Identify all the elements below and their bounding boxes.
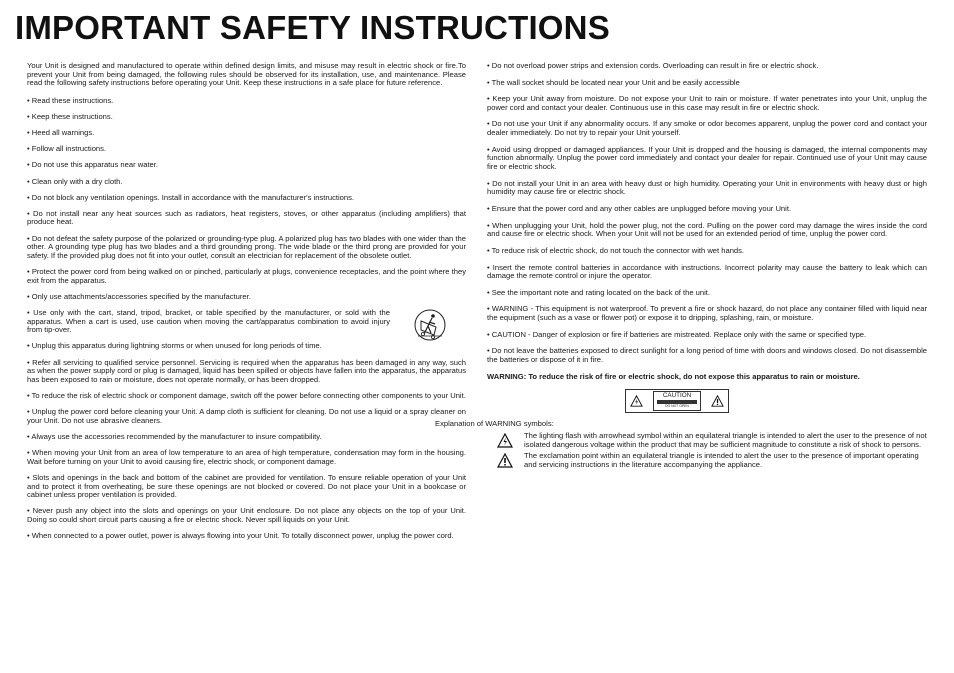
list-item: • WARNING - This equipment is not waterproof. To prevent a fire or shock hazard, do not place any container filled with liquid near the equipment (such as a vase or flower pot) or expose it to dripping, splashing, rain, or moisture. <box>487 304 927 323</box>
caution-heading: CAUTION <box>662 392 692 400</box>
list-item: • To reduce risk of electric shock, do not touch the connector with wet hands. <box>487 245 745 255</box>
caution-small-text: DO NOT OPEN <box>665 404 689 409</box>
page-title: IMPORTANT SAFETY INSTRUCTIONS <box>15 9 610 46</box>
list-item: • Always use the accessories recommended by the manufacturer to insure compatibility. <box>27 431 322 441</box>
explanation-title: Explanation of WARNING symbols: <box>435 419 554 429</box>
symbol-description: The exclamation point within an equilateral triangle is intended to alert the user to the presence of important operating and servicing instructions in the literature accompanying the appliance. <box>524 451 919 470</box>
list-item: • Keep these instructions. <box>27 112 113 122</box>
list-item: • When unplugging your Unit, hold the power plug, not the cord. Pulling on the power cord may damage the wires inside the cord and cause fire or electric shock. When your Unit will not be used for an extended period of time, unplug the power cord. <box>487 220 927 239</box>
list-item: • Clean only with a dry cloth. <box>27 176 123 186</box>
list-item: • Ensure that the power cord and any other cables are unplugged before moving your Unit. <box>487 204 792 214</box>
warning-statement: WARNING: To reduce the risk of fire or electric shock, do not expose this apparatus to rain or moisture. <box>487 371 860 381</box>
list-item: • See the important note and rating located on the back of the unit. <box>487 287 711 297</box>
list-item: • Slots and openings in the back and bottom of the cabinet are provided for ventilation. To ensure reliable operation of your Unit and to protect it from overheating, be sure these openings are not blocked or covered. Do not place your Unit in a bookcase or cabinet unless proper ventilation is provided. <box>27 472 466 500</box>
right-column <box>435 61 927 473</box>
list-item: • When moving your Unit from an area of low temperature to an area of high temperature, condensation may form in the housing. Wait before turning on your Unit to avoid causing fire, electric shock, or component damage. <box>27 448 466 466</box>
list-item: • Do not defeat the safety purpose of the polarized or grounding-type plug. A polarized plug has two blades with one wider than the other. A grounding type plug has two blades and a third grounding prong. The wide blade or the third prong are provided for your safety. If the provided plug does not fit into your outlet, consult an electrician for replacement of the obsolete outlet. <box>27 233 466 260</box>
list-item: • Unplug this apparatus during lightning storms or when unused for long periods of time. <box>27 341 322 351</box>
list-item: • Unplug the power cord before cleaning your Unit. A damp cloth is sufficient for cleaning. Do not use a liquid or a spray cleaner on your Unit. Do not use abrasive cleaners. <box>27 407 466 425</box>
exclamation-triangle-icon <box>497 453 513 468</box>
left-column <box>27 62 466 548</box>
list-item: • Do not leave the batteries exposed to direct sunlight for a long period of time with doors and windows closed. Do not disassemble the batteries or dispose of it in fire. <box>487 346 927 365</box>
lightning-triangle-icon <box>497 433 513 448</box>
list-item: • The wall socket should be located near your Unit and be easily accessible <box>487 77 740 87</box>
list-item: • Do not install near any heat sources such as radiators, heat registers, stoves, or other apparatus (including amplifiers) that produce heat. <box>27 208 466 227</box>
list-item: • Only use attachments/accessories specified by the manufacturer. <box>27 291 251 301</box>
list-item: • Avoid using dropped or damaged appliances. If your Unit is dropped and the housing is damaged, the internal components may function abnormally. Unplug the power cord immediately and contact your dealer for repair. Continued use of your Unit may cause fire or electric shock. <box>487 144 927 172</box>
list-item: • Do not use this apparatus near water. <box>27 160 158 170</box>
exclamation-triangle-icon <box>711 395 724 407</box>
instruction-list-continued <box>27 342 466 540</box>
list-item: • Keep your Unit away from moisture. Do not expose your Unit to rain or moisture. If water penetrates into your Unit, unplug the power cord and contact your dealer. Continuous use in this case may result in fire or electric shock. <box>487 94 927 112</box>
list-item: • Protect the power cord from being walked on or pinched, particularly at plugs, convenience receptacles, and the point where they exit from the apparatus. <box>27 267 466 285</box>
list-item: • Follow all instructions. <box>27 144 107 154</box>
list-item: • Do not overload power strips and extension cords. Overloading can result in fire or electric shock. <box>487 61 819 70</box>
symbol-description: The lighting flash with arrowhead symbol within an equilateral triangle is intended to alert the user to the presence of not isolated dangerous voltage within the product that may be sufficient magnitude to constitute a risk of shock to persons. <box>524 430 927 449</box>
instruction-list-right <box>487 62 927 365</box>
list-item: • To reduce the risk of electric shock or component damage, switch off the power before connecting other components to your Unit. <box>27 391 466 401</box>
list-item: • Refer all servicing to qualified service personnel. Servicing is required when the apparatus has been damaged in any way, such as when the power supply cord or plug is damaged, liquid has been spilled or objects have fallen into the apparatus, the apparatus has been exposed to rain or moisture, does not operate normally, or has been dropped. <box>27 357 466 384</box>
symbol-explanation-lightning <box>497 432 927 449</box>
list-item: • When connected to a power outlet, power is always flowing into your Unit. To totally disconnect power, unplug the power cord. <box>27 531 454 541</box>
list-item: • Read these instructions. <box>27 96 114 106</box>
list-item: • Do not block any ventilation openings. Install in accordance with the manufacturer's instructions. <box>27 192 355 202</box>
intro-paragraph: Your Unit is designed and manufactured to operate within defined design limits, and misuse may result in electric shock or fire.To prevent your Unit from being damaged, the following rules should be observed for its installation, use, and maintenance. Please read the following safety instructions before operating your Unit. Keep these instructions in a safe place for future reference. <box>27 61 466 88</box>
list-item: • Insert the remote control batteries in accordance with instructions. Incorrect polarity may cause the battery to leak which can damage the remote control or injure the operator. <box>487 262 927 281</box>
list-item: • Use only with the cart, stand, tripod, bracket, or table specified by the manufacturer, or sold with the apparatus. When a cart is used, use caution when moving the cart/apparatus combination to avoid injury from tip-over. <box>27 307 390 335</box>
cart-instruction <box>27 309 466 343</box>
caution-label <box>653 391 701 411</box>
list-item: • Do not use your Unit if any abnormality occurs. If any smoke or odor becomes apparent, unplug the power cord and contact your dealer immediately. Do not try to repair your Unit yourself. <box>487 119 927 138</box>
lightning-triangle-icon <box>630 395 643 407</box>
list-item: • CAUTION - Danger of explosion or fire if batteries are mistreated. Replace only with the same or specified type. <box>487 329 867 339</box>
list-item: • Do not install your Unit in an area with heavy dust or high humidity. Operating your Unit in environments with heavy dust or high humidity may cause fire or electric shock. <box>487 178 927 197</box>
symbol-explanation-exclamation <box>497 452 927 469</box>
instruction-list <box>27 97 466 301</box>
caution-label-graphic <box>427 389 927 413</box>
cart-tipover-warning-icon <box>412 309 448 341</box>
list-item: • Heed all warnings. <box>27 128 95 138</box>
list-item: • Never push any object into the slots and openings on your Unit enclosure. Do not place any objects on the top of your Unit. Doing so could short circuit parts causing a fire or electric shock. Never spill liquids on your Unit. <box>27 506 466 525</box>
